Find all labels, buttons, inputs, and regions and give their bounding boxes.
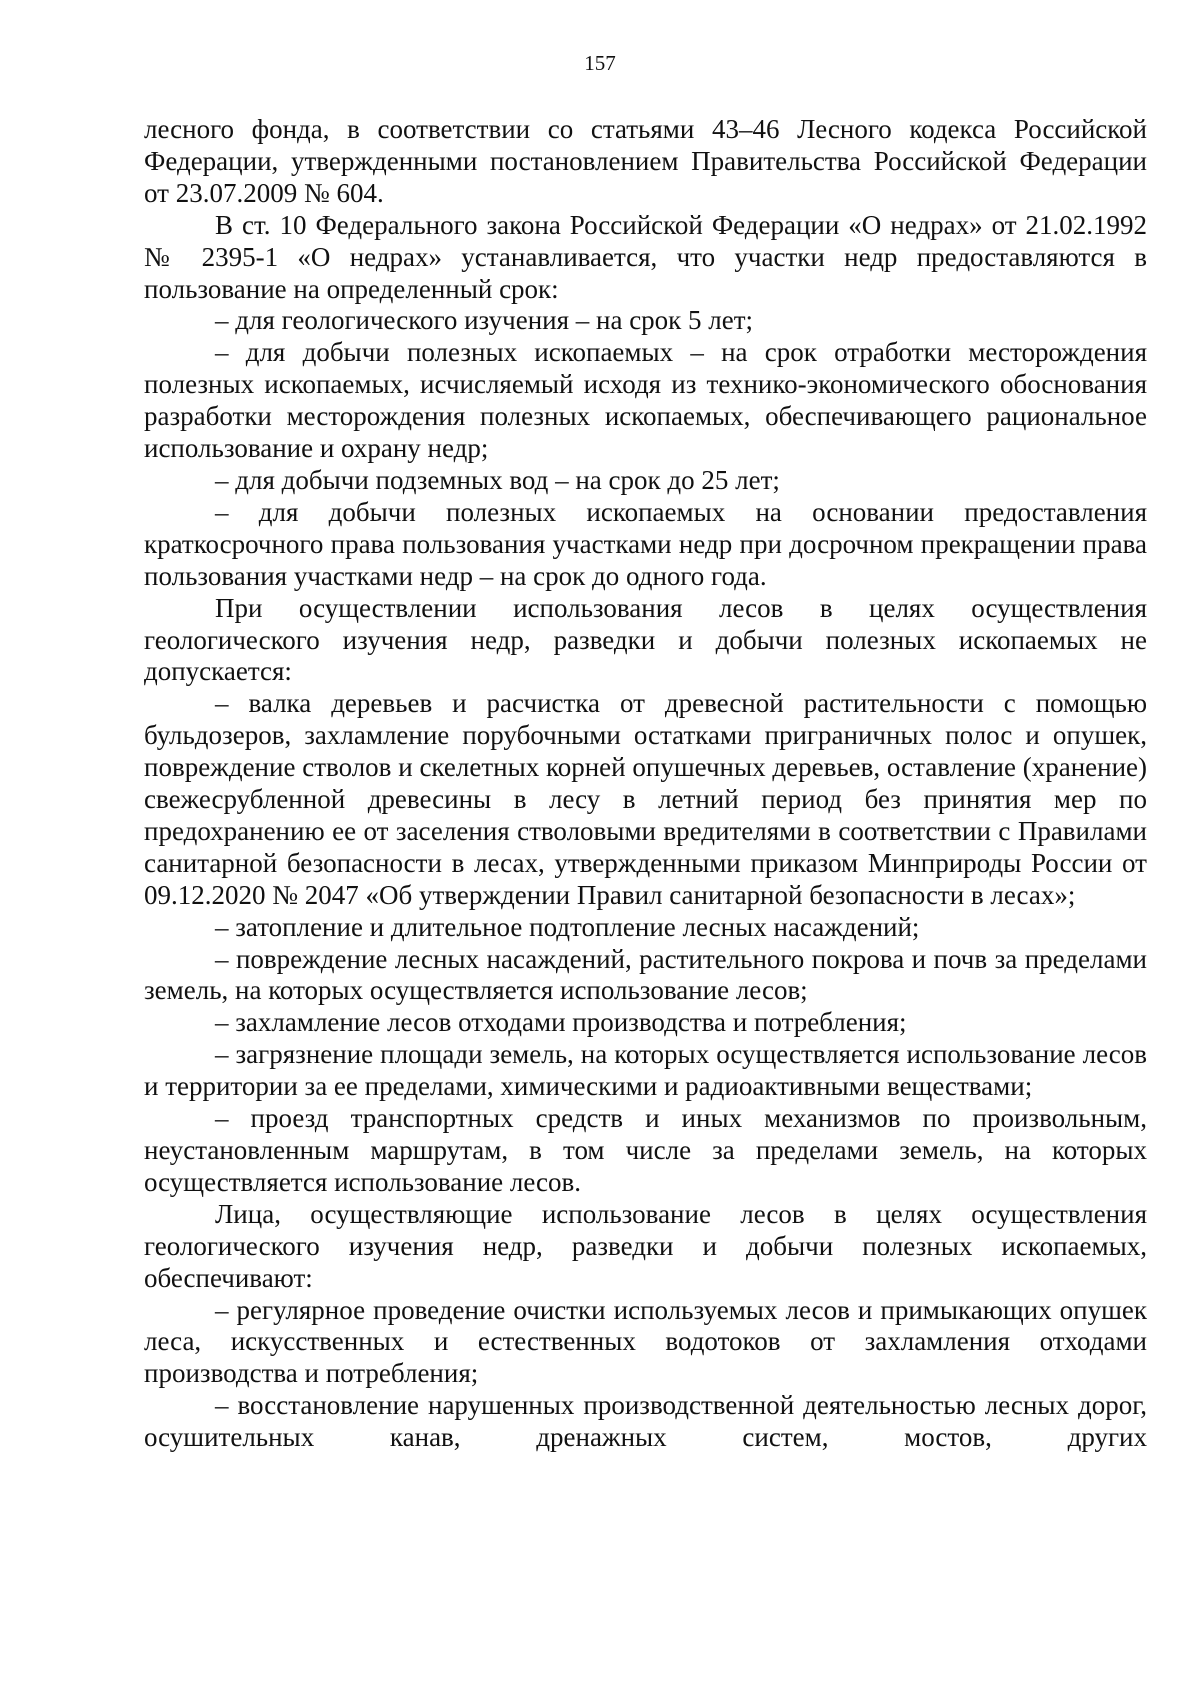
list-item: – затопление и длительное подтопление лесных насаждений; [215, 911, 920, 942]
list-item: – для геологического изучения – на срок 5 лет; [215, 305, 754, 336]
list-item: – восстановление нарушенных производственной деятельностью лесных дорог, осушительных канав, дренажных систем, мостов, других [144, 1390, 1147, 1453]
list-item: – загрязнение площади земель, на которых осуществляется использование лесов и территории за ее пределами, химическими и радиоактивными веществами; [144, 1039, 1147, 1102]
paragraph-4: Лица, осуществляющие использование лесов в целях осуществления геологического изучения недр, разведки и добычи полезных ископаемых, обеспечивают: [144, 1198, 1147, 1293]
paragraph-1: лесного фонда, в соответствии со статьями 43–46 Лесного кодекса Российской Федерации, утвержденными постановлением Правительства Российской Федерации от 23.07.2009 № 604. [144, 114, 1147, 208]
document-body [144, 114, 1147, 1454]
list-item: – повреждение лесных насаждений, растительного покрова и почв за пределами земель, на которых осуществляется использование лесов; [144, 943, 1147, 1006]
list-item: – проезд транспортных средств и иных механизмов по произвольным, неустановленным маршрутам, в том числе за пределами земель, на которых осуществляется использование лесов. [144, 1103, 1147, 1197]
list-item: – валка деревьев и расчистка от древесной растительности с помощью бульдозеров, захламление порубочными остатками приграничных полос и опушек, повреждение стволов и скелетных корней опушечных деревьев, оставление (хранение) свежесрубленной древесины в лесу в летний период без принятия мер по предохранению ее от заселения стволовыми вредителями в соответствии с Правилами санитарной безопасности в лесах, утвержденными приказом Минприроды России от 09.12.2020 № 2047 «Об утверждении Правил санитарной безопасности в лесах»; [144, 688, 1147, 910]
list-item: – захламление лесов отходами производства и потребления; [215, 1007, 907, 1038]
list-item: – для добычи подземных вод – на срок до 25 лет; [215, 464, 780, 495]
list-item: – регулярное проведение очистки используемых лесов и примыкающих опушек леса, искусственных и естественных водотоков от захламления отходами производства и потребления; [144, 1294, 1147, 1389]
paragraph-2: В ст. 10 Федерального закона Российской Федерации «О недрах» от 21.02.1992 № 2395-1 «О недрах» устанавливается, что участки недр предоставляются в пользование на определенный срок: [144, 209, 1147, 304]
list-item: – для добычи полезных ископаемых – на срок отработки месторождения полезных ископаемых, исчисляемый исходя из технико-экономического обоснования разработки месторождения полезных ископаемых, обеспечивающего рациональное использование и охрану недр; [144, 337, 1147, 464]
paragraph-3: При осуществлении использования лесов в целях осуществления геологического изучения недр, разведки и добычи полезных ископаемых не допускается: [144, 592, 1147, 687]
list-item: – для добычи полезных ископаемых на основании предоставления краткосрочного права пользования участками недр при досрочном прекращении права пользования участками недр – на срок до одного года. [144, 496, 1147, 591]
page-number: 157 [584, 51, 616, 75]
